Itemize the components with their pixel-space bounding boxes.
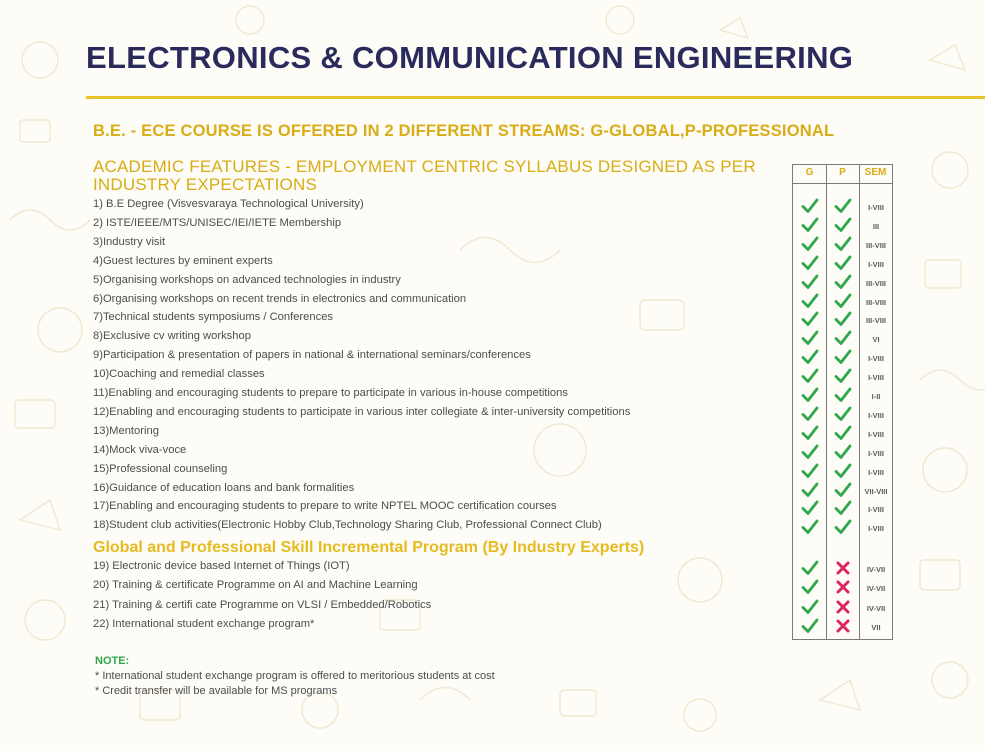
semester-range: IV-VII xyxy=(866,603,886,613)
check-icon xyxy=(801,444,819,460)
semester-range: I-VIII xyxy=(868,429,884,439)
title-divider xyxy=(86,96,985,99)
check-icon xyxy=(801,500,819,516)
skill-program-heading: Global and Professional Skill Incremental Program (By Industry Experts) xyxy=(93,539,645,556)
feature-item: 13)Mentoring xyxy=(93,424,159,437)
check-icon xyxy=(801,463,819,479)
check-icon xyxy=(801,236,819,252)
feature-item: 9)Participation & presentation of papers in national & international seminars/conferences xyxy=(93,349,531,362)
check-icon xyxy=(801,330,819,346)
check-icon xyxy=(801,274,819,290)
column-header-sem: SEM xyxy=(864,167,887,178)
note-line: * Credit transfer will be available for MS programs xyxy=(95,685,338,697)
check-icon xyxy=(801,311,819,327)
feature-item: 17)Enabling and encouraging students to prepare to write NPTEL MOOC certification courses xyxy=(93,500,557,513)
check-icon xyxy=(801,387,819,403)
check-icon xyxy=(801,519,819,535)
check-icon xyxy=(834,444,852,460)
feature-item: 3)Industry visit xyxy=(93,235,166,248)
check-icon xyxy=(834,330,852,346)
feature-item: 18)Student club activities(Electronic Hobby Club,Technology Sharing Club, Professional Connect Club) xyxy=(93,519,602,532)
check-icon xyxy=(801,579,819,595)
semester-range: III-VIII xyxy=(865,316,886,326)
note-label: NOTE: xyxy=(95,655,130,667)
semester-range: III-VIII xyxy=(865,278,886,288)
feature-item: 20) Training & certificate Programme on AI and Machine Learning xyxy=(93,579,418,592)
feature-item: 19) Electronic device based Internet of Things (IOT) xyxy=(93,560,350,572)
cross-icon xyxy=(834,599,852,615)
cross-icon xyxy=(834,560,852,576)
column-header-g: G xyxy=(805,167,814,178)
cross-icon xyxy=(834,618,852,634)
feature-item: 14)Mock viva-voce xyxy=(93,443,187,456)
check-icon xyxy=(834,463,852,479)
semester-range: I-VIII xyxy=(868,505,884,515)
semester-range: I-VIII xyxy=(868,373,884,383)
semester-range: IV-VII xyxy=(866,565,886,574)
check-icon xyxy=(834,217,852,233)
semester-range: I-VIII xyxy=(868,354,884,364)
check-icon xyxy=(801,560,819,576)
check-icon xyxy=(801,368,819,384)
feature-item: 12)Enabling and encouraging students to participate in various inter collegiate & inter-university competitions xyxy=(93,405,631,418)
check-icon xyxy=(834,406,852,422)
semester-range: IV-VII xyxy=(866,584,886,594)
semester-range: III-VIII xyxy=(865,240,886,250)
feature-item: 15)Professional counseling xyxy=(93,462,228,475)
feature-item: 1) B.E Degree (Visvesvaraya Technological University) xyxy=(93,198,364,210)
semester-range: III xyxy=(872,221,880,231)
feature-item: 16)Guidance of education loans and bank formalities xyxy=(93,481,355,494)
check-icon xyxy=(801,482,819,498)
page-title: ELECTRONICS & COMMUNICATION ENGINEERING xyxy=(86,40,854,75)
check-icon xyxy=(834,368,852,384)
check-icon xyxy=(801,425,819,441)
semester-range: I-VIII xyxy=(868,410,884,420)
check-icon xyxy=(834,255,852,271)
check-icon xyxy=(834,425,852,441)
semester-range: I-VIII xyxy=(868,259,884,269)
semester-range: I-II xyxy=(871,392,881,401)
check-icon xyxy=(834,198,852,214)
cross-icon xyxy=(834,579,852,595)
check-icon xyxy=(834,482,852,498)
check-icon xyxy=(834,311,852,327)
check-icon xyxy=(834,274,852,290)
check-icon xyxy=(801,599,819,615)
check-icon xyxy=(834,387,852,403)
feature-item: 11)Enabling and encouraging students to prepare to participate in various in-house competitions xyxy=(93,387,568,399)
feature-item: 22) International student exchange program* xyxy=(93,617,315,630)
semester-range: I-VIII xyxy=(868,524,884,534)
note-line: * International student exchange program is offered to meritorious students at cost xyxy=(95,670,495,682)
feature-item: 6)Organising workshops on recent trends in electronics and communication xyxy=(93,292,467,305)
check-icon xyxy=(801,349,819,365)
semester-range: I-VIII xyxy=(868,467,884,477)
check-icon xyxy=(834,236,852,252)
table-header-divider xyxy=(793,183,892,184)
check-icon xyxy=(801,217,819,233)
check-icon xyxy=(834,519,852,535)
column-header-p: P xyxy=(839,167,846,178)
semester-range: VII-VIII xyxy=(864,486,888,496)
feature-item: 5)Organising workshops on advanced technologies in industry xyxy=(93,273,401,286)
feature-item: 2) ISTE/IEEE/MTS/UNISEC/IEI/IETE Membership xyxy=(93,216,342,229)
check-icon xyxy=(834,349,852,365)
academic-features-heading: ACADEMIC FEATURES - EMPLOYMENT CENTRIC SYLLABUS DESIGNED AS PER INDUSTRY EXPECTATIONS xyxy=(93,157,756,194)
feature-item: 10)Coaching and remedial classes xyxy=(93,368,265,381)
feature-item: 7)Technical students symposiums / Conferences xyxy=(93,311,334,324)
semester-range: I-VIII xyxy=(868,203,884,212)
check-icon xyxy=(801,198,819,214)
semester-range: I-VIII xyxy=(868,448,884,458)
table-column-divider xyxy=(826,165,827,639)
check-icon xyxy=(801,255,819,271)
feature-item: 21) Training & certifi cate Programme on VLSI / Embedded/Robotics xyxy=(93,598,432,611)
check-icon xyxy=(834,293,852,309)
course-streams-subtitle: B.E. - ECE COURSE IS OFFERED IN 2 DIFFERENT STREAMS: G-GLOBAL,P-PROFESSIONAL xyxy=(93,122,835,140)
check-icon xyxy=(801,406,819,422)
semester-range: III-VIII xyxy=(865,297,886,307)
semester-range: VII xyxy=(871,622,881,632)
check-icon xyxy=(801,618,819,634)
feature-item: 4)Guest lectures by eminent experts xyxy=(93,254,273,267)
feature-item: 8)Exclusive cv writing workshop xyxy=(93,330,251,343)
semester-range: VI xyxy=(872,335,880,345)
check-icon xyxy=(834,500,852,516)
check-icon xyxy=(801,293,819,309)
